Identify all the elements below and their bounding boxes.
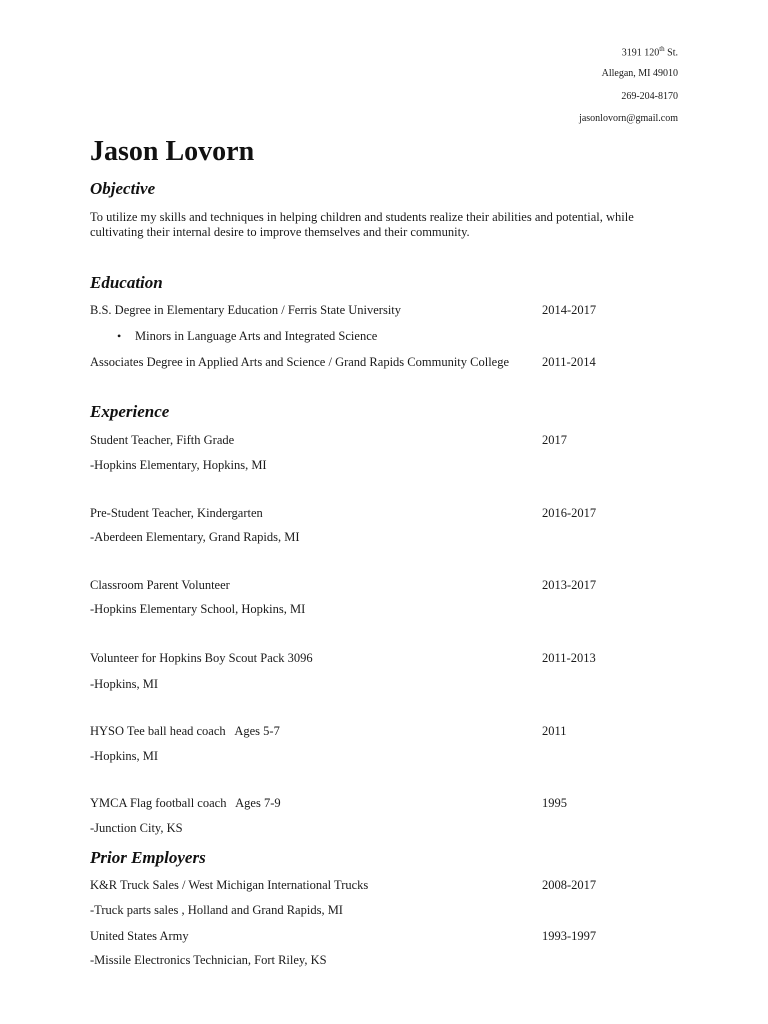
experience-detail: -Hopkins, MI xyxy=(90,749,159,763)
experience-detail: -Aberdeen Elementary, Grand Rapids, MI xyxy=(90,530,300,544)
objective-heading: Objective xyxy=(90,179,156,198)
employer-title: K&R Truck Sales / West Michigan International Trucks xyxy=(90,878,369,892)
experience-title: Classroom Parent Volunteer xyxy=(90,578,230,592)
bullet-icon: • xyxy=(117,329,122,343)
experience-heading: Experience xyxy=(90,402,170,421)
experience-dates: 2011 xyxy=(542,724,567,738)
experience-title: Volunteer for Hopkins Boy Scout Pack 3096 xyxy=(90,651,313,665)
employer-detail: -Missile Electronics Technician, Fort Riley, KS xyxy=(90,953,327,967)
experience-title: HYSO Tee ball head coach Ages 5-7 xyxy=(90,724,280,738)
experience-detail: -Hopkins Elementary, Hopkins, MI xyxy=(90,458,267,472)
page-title: Jason Lovorn xyxy=(90,136,255,167)
education-heading: Education xyxy=(90,273,163,292)
experience-title: YMCA Flag football coach Ages 7-9 xyxy=(90,796,281,810)
education-minor: Minors in Language Arts and Integrated Science xyxy=(135,329,378,343)
experience-dates: 2013-2017 xyxy=(542,578,597,592)
prior-employers-heading: Prior Employers xyxy=(90,848,206,867)
experience-title: Pre-Student Teacher, Kindergarten xyxy=(90,506,263,520)
objective-text: To utilize my skills and techniques in helping children and students realize their abilities and potential, while cultivating their internal desire to improve themselves and their community. xyxy=(90,210,634,239)
contact-city: Allegan, MI 49010 xyxy=(601,68,678,79)
employer-detail: -Truck parts sales , Holland and Grand Rapids, MI xyxy=(90,903,343,917)
education-title: Associates Degree in Applied Arts and Science / Grand Rapids Community College xyxy=(90,355,510,369)
experience-detail: -Hopkins Elementary School, Hopkins, MI xyxy=(90,602,306,616)
experience-detail: -Junction City, KS xyxy=(90,821,183,835)
education-title: B.S. Degree in Elementary Education / Ferris State University xyxy=(90,303,402,317)
experience-dates: 1995 xyxy=(542,796,567,810)
education-dates: 2014-2017 xyxy=(542,303,597,317)
contact-address: 3191 120th St. xyxy=(621,45,678,59)
contact-phone: 269-204-8170 xyxy=(621,91,678,102)
contact-email[interactable]: jasonlovorn@gmail.com xyxy=(579,113,678,124)
experience-dates: 2011-2013 xyxy=(542,651,596,665)
education-dates: 2011-2014 xyxy=(542,355,596,369)
employer-title: United States Army xyxy=(90,929,189,943)
experience-dates: 2017 xyxy=(542,433,567,447)
experience-dates: 2016-2017 xyxy=(542,506,597,520)
experience-detail: -Hopkins, MI xyxy=(90,677,159,691)
experience-title: Student Teacher, Fifth Grade xyxy=(90,433,235,447)
employer-dates: 1993-1997 xyxy=(542,929,597,943)
employer-dates: 2008-2017 xyxy=(542,878,597,892)
